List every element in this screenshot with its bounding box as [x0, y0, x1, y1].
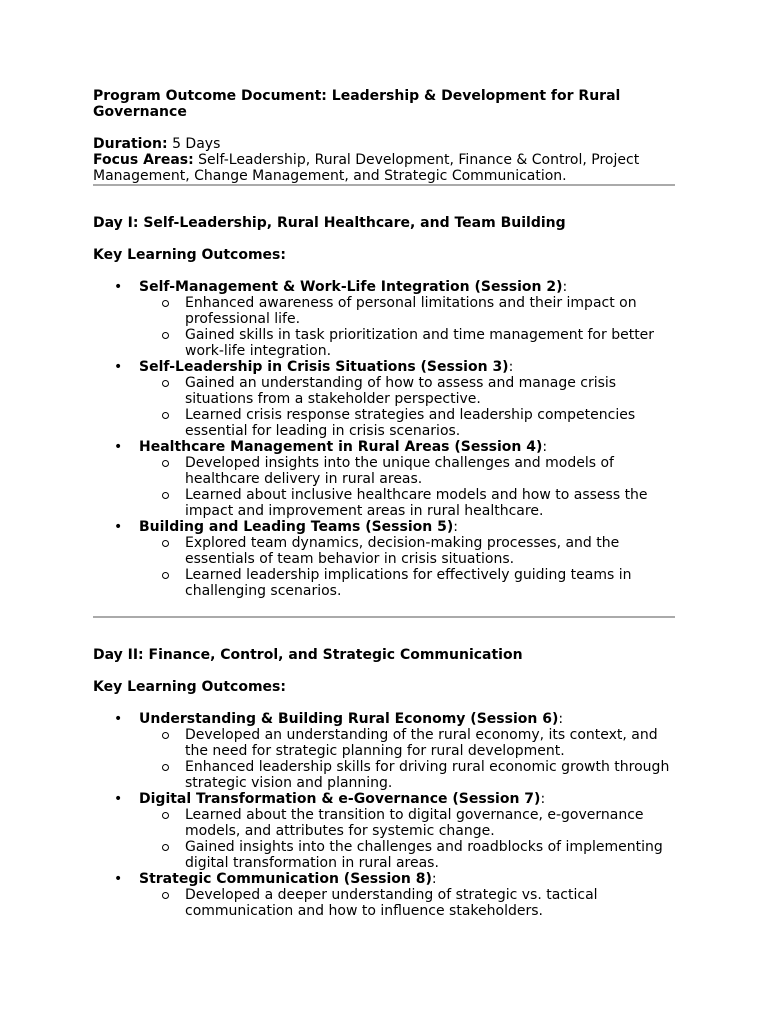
topic-item: • Strategic Communication (Session 8): Developed a deeper understanding of strategic vs. tactical communication and how to influence stakeholders. [93, 871, 675, 919]
topic-name: Strategic Communication (Session 8) [139, 871, 432, 887]
topic-item: • Digital Transformation & e-Governance (Session 7): Learned about the transition to digital governance, e-governance models, and attributes for systemic change. Gained insights into the challenges and roadblocks of implementing digital transformation in rural areas. [93, 791, 675, 871]
sub-point-text: Developed insights into the unique challenges and models of healthcare delivery in rural areas. [185, 455, 614, 487]
circle-bullet-icon [162, 892, 169, 899]
circle-bullet-icon [162, 812, 169, 819]
duration-line [93, 136, 675, 152]
sub-point-text: Learned crisis response strategies and leadership competencies essential for leading in crisis scenarios. [185, 407, 636, 439]
day-title: Day II: Finance, Control, and Strategic Communication [93, 647, 523, 663]
circle-bullet-icon [162, 572, 169, 579]
bullet-icon: • [114, 359, 123, 375]
duration-value: 5 Days [172, 136, 221, 152]
sub-point-text: Learned about inclusive healthcare models and how to assess the impact and improvement areas in rural healthcare. [185, 487, 648, 519]
circle-bullet-icon [162, 300, 169, 307]
sub-point [139, 455, 675, 487]
day-section [93, 647, 675, 919]
focus-areas-line [93, 152, 675, 184]
topic-item: • Healthcare Management in Rural Areas (Session 4): Developed insights into the unique challenges and models of healthcare delivery in rural areas. Learned about inclusive healthcare models and how to assess the impact and improvement areas in rural healthcare. [93, 439, 675, 519]
sub-point-text: Developed an understanding of the rural economy, its context, and the need for strategic planning for rural development. [185, 727, 658, 759]
sub-point [139, 839, 675, 871]
sub-point [139, 487, 675, 519]
topic-name: Understanding & Building Rural Economy (Session 6) [139, 711, 559, 727]
topic-item: • Self-Leadership in Crisis Situations (Session 3): Gained an understanding of how to assess and manage crisis situations from a stakeholder perspective. Learned crisis response strategies and leadership competencies essential for leading in crisis scenarios. [93, 359, 675, 439]
bullet-icon: • [114, 279, 123, 295]
bullet-icon: • [114, 871, 123, 887]
focus-areas-label: Focus Areas: [93, 152, 194, 168]
sub-point-text: Enhanced awareness of personal limitations and their impact on professional life. [185, 295, 637, 327]
circle-bullet-icon [162, 492, 169, 499]
sub-points [139, 535, 675, 599]
sub-point-text: Learned about the transition to digital governance, e-governance models, and attributes for systemic change. [185, 807, 644, 839]
sub-points [139, 455, 675, 519]
sub-points [139, 727, 675, 791]
topic-name: Self-Leadership in Crisis Situations (Session 3) [139, 359, 509, 375]
duration-label: Duration: [93, 136, 168, 152]
sub-point-text: Gained insights into the challenges and roadblocks of implementing digital transformation in rural areas. [185, 839, 663, 871]
topic-name: Healthcare Management in Rural Areas (Session 4) [139, 439, 543, 455]
sub-point [139, 567, 675, 599]
circle-bullet-icon [162, 332, 169, 339]
sub-point [139, 375, 675, 407]
topic-name: Building and Leading Teams (Session 5) [139, 519, 454, 535]
sub-point-text: Learned leadership implications for effectively guiding teams in challenging scenarios. [185, 567, 632, 599]
sub-points [139, 807, 675, 871]
sub-point [139, 407, 675, 439]
sub-points [139, 295, 675, 359]
sub-point [139, 327, 675, 359]
bullet-icon: • [114, 711, 123, 727]
sub-point [139, 727, 675, 759]
sub-point [139, 887, 675, 919]
key-learning-outcomes-label: Key Learning Outcomes: [93, 247, 286, 263]
outcomes-list [93, 279, 675, 599]
sub-point-text: Enhanced leadership skills for driving rural economic growth through strategic vision and planning. [185, 759, 670, 791]
bullet-icon: • [114, 519, 123, 535]
divider [93, 184, 675, 186]
circle-bullet-icon [162, 764, 169, 771]
sub-point [139, 535, 675, 567]
sub-point-text: Gained an understanding of how to assess and manage crisis situations from a stakeholder perspective. [185, 375, 617, 407]
bullet-icon: • [114, 791, 123, 807]
sub-point [139, 295, 675, 327]
day-title: Day I: Self-Leadership, Rural Healthcare, and Team Building [93, 215, 566, 231]
divider [93, 616, 675, 618]
sub-points [139, 887, 675, 919]
circle-bullet-icon [162, 732, 169, 739]
focus-areas-value: Self-Leadership, Rural Development, Finance & Control, Project Management, Change Management, and Strategic Communication. [93, 152, 640, 184]
topic-item: • Understanding & Building Rural Economy (Session 6): Developed an understanding of the rural economy, its context, and the need for strategic planning for rural development. Enhanced leadership skills for driving rural economic growth through strategic vision and planning. [93, 711, 675, 791]
outcomes-list [93, 711, 675, 919]
topic-item: • Building and Leading Teams (Session 5): Explored team dynamics, decision-making processes, and the essentials of team behavior in crisis situations. Learned leadership implications for effectively guiding teams in challenging scenarios. [93, 519, 675, 599]
circle-bullet-icon [162, 844, 169, 851]
topic-name: Digital Transformation & e-Governance (Session 7) [139, 791, 541, 807]
bullet-icon: • [114, 439, 123, 455]
sub-point-text: Explored team dynamics, decision-making processes, and the essentials of team behavior in crisis situations. [185, 535, 620, 567]
document-page [93, 88, 675, 919]
program-meta [93, 136, 675, 184]
circle-bullet-icon [162, 540, 169, 547]
sub-point-text: Developed a deeper understanding of strategic vs. tactical communication and how to influence stakeholders. [185, 887, 598, 919]
sub-points [139, 375, 675, 439]
sub-point [139, 759, 675, 791]
circle-bullet-icon [162, 460, 169, 467]
circle-bullet-icon [162, 412, 169, 419]
document-title: Program Outcome Document: Leadership & Development for Rural Governance [93, 88, 621, 120]
sub-point-text: Gained skills in task prioritization and time management for better work-life integration. [185, 327, 655, 359]
topic-item: • Self-Management & Work-Life Integration (Session 2): Enhanced awareness of personal limitations and their impact on professional life. Gained skills in task prioritization and time management for better work-life integration. [93, 279, 675, 359]
key-learning-outcomes-label: Key Learning Outcomes: [93, 679, 286, 695]
circle-bullet-icon [162, 380, 169, 387]
sub-point [139, 807, 675, 839]
topic-name: Self-Management & Work-Life Integration (Session 2) [139, 279, 563, 295]
day-section [93, 215, 675, 599]
